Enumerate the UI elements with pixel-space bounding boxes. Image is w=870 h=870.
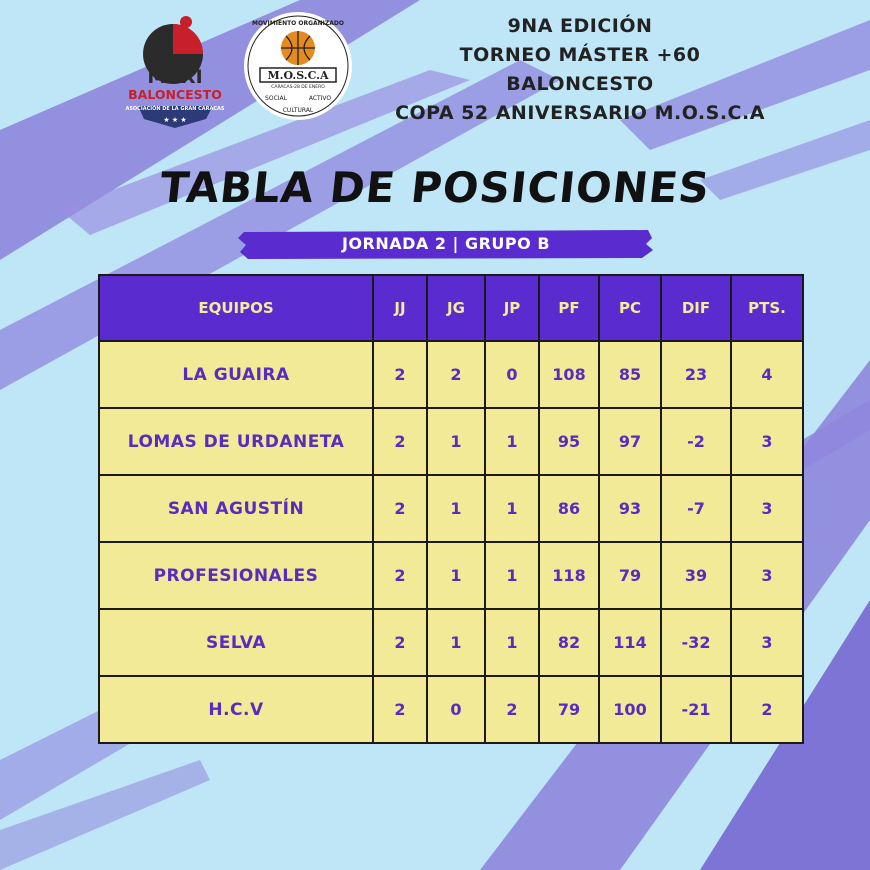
table-header-row bbox=[99, 275, 803, 341]
jj-cell: 2 bbox=[373, 341, 427, 408]
table-row bbox=[99, 408, 803, 475]
pc-cell: 79 bbox=[599, 542, 661, 609]
dif-cell: 39 bbox=[661, 542, 731, 609]
column-header-jp: JP bbox=[485, 275, 539, 341]
jj-cell: 2 bbox=[373, 609, 427, 676]
jj-cell: 2 bbox=[373, 408, 427, 475]
standings-table bbox=[98, 274, 804, 744]
jg-cell: 1 bbox=[427, 408, 485, 475]
mosca-logo-right: ACTIVO bbox=[308, 95, 332, 102]
column-header-equipos: EQUIPOS bbox=[99, 275, 373, 341]
pts-cell: 3 bbox=[731, 408, 803, 475]
pts-cell: 3 bbox=[731, 542, 803, 609]
maxi-baloncesto-logo bbox=[118, 14, 233, 129]
pf-cell: 79 bbox=[539, 676, 599, 743]
jg-cell: 1 bbox=[427, 609, 485, 676]
team-name-cell: H.C.V bbox=[99, 676, 373, 743]
tournament-header bbox=[390, 12, 770, 128]
jp-cell: 1 bbox=[485, 542, 539, 609]
stars-icon: ★ ★ ★ bbox=[163, 116, 187, 124]
column-header-pf: PF bbox=[539, 275, 599, 341]
jp-cell: 0 bbox=[485, 341, 539, 408]
dif-cell: 23 bbox=[661, 341, 731, 408]
jg-cell: 1 bbox=[427, 475, 485, 542]
pf-cell: 118 bbox=[539, 542, 599, 609]
table-row bbox=[99, 676, 803, 743]
team-name-cell: LOMAS DE URDANETA bbox=[99, 408, 373, 475]
pc-cell: 85 bbox=[599, 341, 661, 408]
pc-cell: 100 bbox=[599, 676, 661, 743]
tournament-name: TORNEO MÁSTER +60 BALONCESTO bbox=[459, 44, 701, 95]
jg-cell: 1 bbox=[427, 542, 485, 609]
column-header-dif: DIF bbox=[661, 275, 731, 341]
mosca-logo bbox=[242, 10, 354, 122]
pts-cell: 3 bbox=[731, 609, 803, 676]
jg-cell: 0 bbox=[427, 676, 485, 743]
maxi-logo-line2: BALONCESTO bbox=[128, 87, 222, 102]
dif-cell: -32 bbox=[661, 609, 731, 676]
cup-name: COPA 52 ANIVERSARIO M.O.S.C.A bbox=[395, 102, 765, 124]
mosca-logo-left: SOCIAL bbox=[265, 95, 287, 102]
mosca-logo-sub: CARACAS-28 DE ENERO bbox=[271, 85, 325, 90]
page-title: TABLA DE POSICIONES bbox=[157, 163, 713, 212]
pf-cell: 82 bbox=[539, 609, 599, 676]
mosca-logo-bottom: CULTURAL bbox=[282, 107, 314, 114]
dif-cell: -2 bbox=[661, 408, 731, 475]
team-name-cell: SELVA bbox=[99, 609, 373, 676]
pc-cell: 97 bbox=[599, 408, 661, 475]
table-row bbox=[99, 341, 803, 408]
pc-cell: 93 bbox=[599, 475, 661, 542]
table-row bbox=[99, 542, 803, 609]
mosca-logo-arc-top: MOVIMIENTO ORGANIZADO bbox=[251, 20, 345, 27]
table-row bbox=[99, 475, 803, 542]
jj-cell: 2 bbox=[373, 676, 427, 743]
pts-cell: 2 bbox=[731, 676, 803, 743]
jp-cell: 1 bbox=[485, 408, 539, 475]
pf-cell: 86 bbox=[539, 475, 599, 542]
jp-cell: 1 bbox=[485, 475, 539, 542]
edition-label: 9NA EDICIÓN bbox=[507, 15, 653, 37]
pc-cell: 114 bbox=[599, 609, 661, 676]
table-row bbox=[99, 609, 803, 676]
maxi-logo-line1: MAXI bbox=[147, 66, 203, 88]
mosca-logo-name: M.O.S.C.A bbox=[267, 69, 329, 82]
column-header-jg: JG bbox=[427, 275, 485, 341]
jj-cell: 2 bbox=[373, 475, 427, 542]
pf-cell: 95 bbox=[539, 408, 599, 475]
jp-cell: 2 bbox=[485, 676, 539, 743]
subtitle-text: JORNADA 2 | GRUPO B bbox=[341, 234, 551, 253]
team-name-cell: SAN AGUSTÍN bbox=[99, 475, 373, 542]
column-header-pts: PTS. bbox=[731, 275, 803, 341]
team-name-cell: PROFESIONALES bbox=[99, 542, 373, 609]
pts-cell: 4 bbox=[731, 341, 803, 408]
subtitle-banner bbox=[238, 228, 654, 260]
jg-cell: 2 bbox=[427, 341, 485, 408]
maxi-logo-line3: ASOCIACIÓN DE LA GRAN CARACAS bbox=[125, 106, 225, 112]
dif-cell: -7 bbox=[661, 475, 731, 542]
jp-cell: 1 bbox=[485, 609, 539, 676]
jj-cell: 2 bbox=[373, 542, 427, 609]
team-name-cell: LA GUAIRA bbox=[99, 341, 373, 408]
pf-cell: 108 bbox=[539, 341, 599, 408]
pts-cell: 3 bbox=[731, 475, 803, 542]
dif-cell: -21 bbox=[661, 676, 731, 743]
column-header-jj: JJ bbox=[373, 275, 427, 341]
column-header-pc: PC bbox=[599, 275, 661, 341]
